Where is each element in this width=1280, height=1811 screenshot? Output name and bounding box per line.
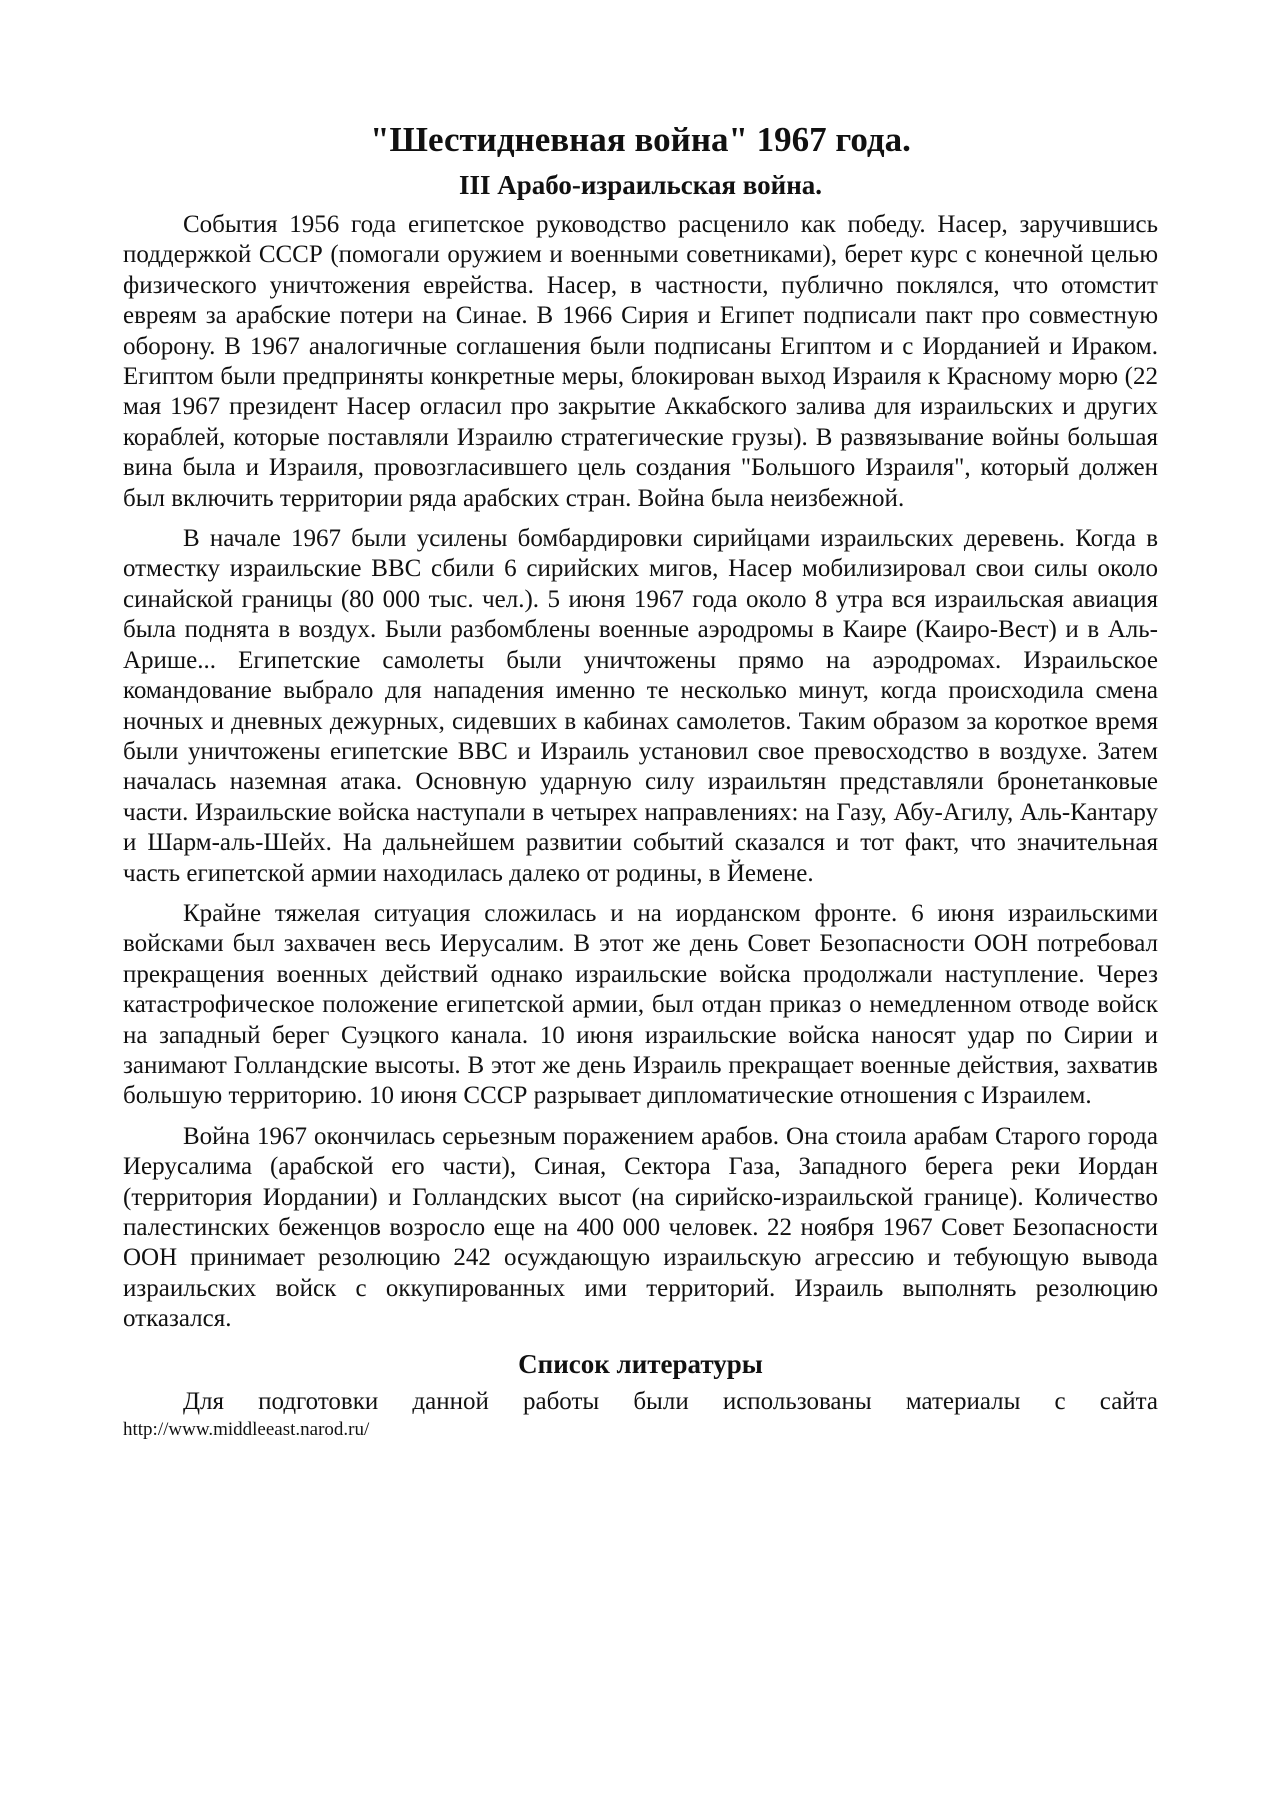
paragraph-3: Крайне тяжелая ситуация сложилась и на иорданском фронте. 6 июня израильскими войсками был захвачен весь Иерусалим. В этот же день Совет Безопасности ООН потребовал прекращения военных действий однако израильские войска продолжали наступление. Через катастрофическое положение египетской армии, был отдан приказ о немедленном отводе войск на западный берег Суэцкого канала. 10 июня израильские войска наносят удар по Сирии и занимают Голландские высоты. В этот же день Израиль прекращает военные действия, захватив большую территорию. 10 июня СССР разрывает дипломатические отношения с Израилем. [123, 899, 1158, 1110]
references-text: Для подготовки данной работы были использованы материалы с сайта [183, 1387, 1158, 1415]
paragraph-2: В начале 1967 были усилены бомбардировки сирийцами израильских деревень. Когда в отместку израильские ВВС сбили 6 сирийских мигов, Насер мобилизировал свои силы около синайской границы (80 000 тыс. чел.). 5 июня 1967 года около 8 утра вся израильская авиация была поднята в воздух. Были разбомблены военные аэродромы в Каире (Каиро-Вест) и в Аль-Арише... Египетские самолеты были уничтожены прямо на аэродромах. Израильское командование выбрало для нападения именно те несколько минут, когда происходила смена ночных и дневных дежурных, сидевших в кабинах самолетов. Таким образом за короткое время были уничтожены египетские ВВС и Израиль установил свое превосходство в воздухе. Затем началась наземная атака. Основную ударную силу израильтян представляли бронетанковые части. Израильские войска наступали в четырех направлениях: на Газу, Абу-Агилу, Аль-Кантару и Шарм-аль-Шейх. На дальнейшем развитии событий сказался и тот факт, что значительная часть египетской армии находилась далеко от родины, в Йемене. [123, 525, 1158, 887]
paragraph-1: События 1956 года египетское руководство расценило как победу. Насер, заручившись поддержкой СССР (помогали оружием и военными советниками), берет курс с конечной целью физического уничтожения еврейства. Насер, в частности, публично поклялся, что отомстит евреям за арабские потери на Синае. В 1966 Сирия и Египет подписали пакт про совместную оборону. В 1967 аналогичные соглашения были подписаны Египтом и с Иорданией и Ираком. Египтом были предприняты конкретные меры, блокирован выход Израиля к Красному морю (22 мая 1967 президент Насер огласил про закрытие Аккабского залива для израильских и других кораблей, которые поставляли Израилю стратегические грузы). В развязывание войны большая вина была и Израиля, провозгласившего цель создания "Большого Израиля", который должен был включить территории ряда арабских стран. Война была неизбежной. [123, 211, 1158, 512]
paragraph-4: Война 1967 окончилась серьезным поражением арабов. Она стоила арабам Старого города Иерусалима (арабской его части), Синая, Сектора Газа, Западного берега реки Иордан (территория Иордании) и Голландских высот (на сирийско-израильской границе). Количество палестинских беженцов возросло еще на 400 000 человек. 22 ноября 1967 Совет Безопасности ООН принимает резолюцию 242 осуждающую израильскую агрессию и тебующую вывода израильских войск с оккупированных ими территорий. Израиль выполнять резолюцию отказался. [123, 1122, 1158, 1333]
document-page [123, 118, 1158, 1443]
references-url: http://www.middleeast.narod.ru/ [123, 1418, 370, 1440]
references-title: Список литературы [518, 1348, 763, 1379]
document-subtitle: III Арабо-израильская война. [458, 170, 823, 200]
document-title: "Шестидневная война" 1967 года. [370, 120, 911, 159]
